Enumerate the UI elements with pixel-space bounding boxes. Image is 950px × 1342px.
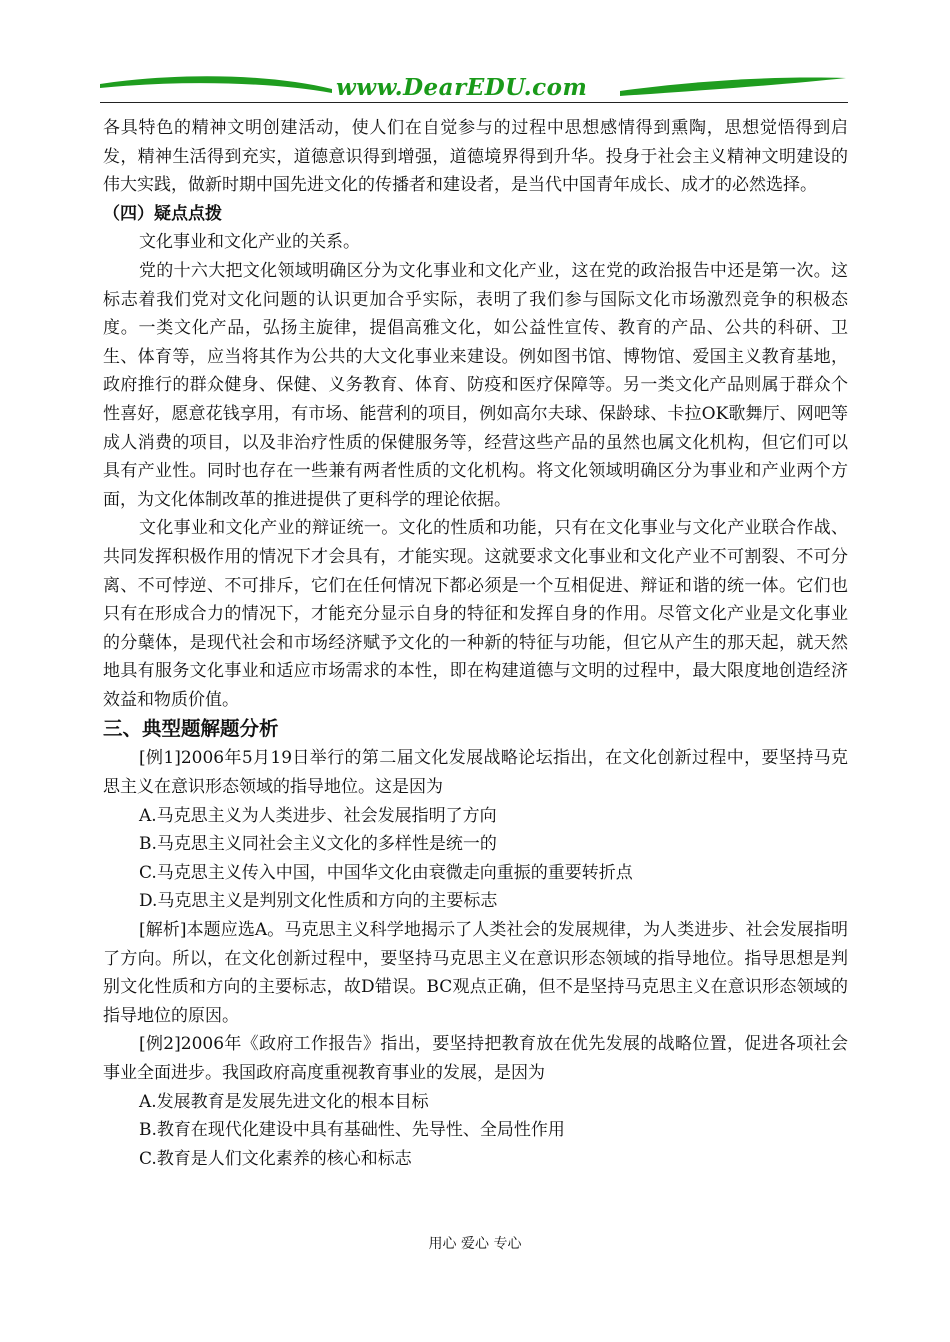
example-1-option-b: B.马克思主义同社会主义文化的多样性是统一的 xyxy=(139,834,497,855)
section-heading: 三、典型题解题分析 xyxy=(103,717,279,741)
example-2-option-c: C.教育是人们文化素养的核心和标志 xyxy=(139,1148,412,1169)
subheading-doubts: （四）疑点点拨 xyxy=(103,203,222,224)
document-body xyxy=(103,114,848,1173)
page-footer: 用心 爱心 专心 xyxy=(428,1236,522,1252)
topic-line: 文化事业和文化产业的关系。 xyxy=(139,232,360,253)
example-2-option-a: A.发展教育是发展先进文化的根本目标 xyxy=(139,1091,429,1112)
header-divider xyxy=(100,102,848,103)
paragraph-unity: 文化事业和文化产业的辩证统一。文化的性质和功能，只有在文化事业与文化产业联合作战、共同发挥积极作用的情况下才会具有，才能实现。这就要求文化事业和文化产业不可割裂、不可分离、不可悖逆、不可排斥，它们在任何情况下都必须是一个互相促进、辩证和谐的统一体。它们也只有在形成合力的情况下，才能充分显示自身的特征和发挥自身的作用。尽管文化产业是文化事业的分蘖体，是现代社会和市场经济赋予文化的一种新的特征与功能，但它从产生的那天起，就天然地具有服务文化事业和适应市场需求的本性，即在构建道德与文明的过程中，最大限度地创造经济效益和物质价值。 xyxy=(103,518,848,710)
example-1-option-c: C.马克思主义传入中国，中国华文化由衰微走向重振的重要转折点 xyxy=(139,862,633,883)
left-swoosh-shape xyxy=(100,76,332,93)
right-swoosh-shape xyxy=(620,78,846,96)
example-1-question: [例1]2006年5月19日举行的第二届文化发展战略论坛指出，在文化创新过程中，要坚持马克思主义在意识形态领域的指导地位。这是因为 xyxy=(103,748,848,798)
example-2-question: [例2]2006年《政府工作报告》指出，要坚持把教育放在优先发展的战略位置，促进各项社会事业全面进步。我国政府高度重视教育事业的发展，是因为 xyxy=(103,1034,848,1083)
page-header xyxy=(100,70,848,104)
site-logo-text[interactable]: www.DearEDU.com xyxy=(336,74,588,101)
example-1-option-d: D.马克思主义是判别文化性质和方向的主要标志 xyxy=(139,891,498,912)
paragraph-distinction: 党的十六大把文化领域明确区分为文化事业和文化产业，这在党的政治报告中还是第一次。这标志着我们党对文化问题的认识更加合乎实际，表明了我们参与国际文化市场激烈竞争的积极态度。一类文化产品，弘扬主旋律，提倡高雅文化，如公益性宣传、教育的产品、公共的科研、卫生、体育等，应当将其作为公共的大文化事业来建设。例如图书馆、博物馆、爱国主义教育基地，政府推行的群众健身、保健、义务教育、体育、防疫和医疗保障等。另一类文化产品则属于群众个性喜好，愿意花钱享用，有市场、能营利的项目，例如高尔夫球、保龄球、卡拉OK歌舞厅、网吧等成人消费的项目，以及非治疗性质的保健服务等，经营这些产品的虽然也属文化机构，但它们可以具有产业性。同时也存在一些兼有两者性质的文化机构。将文化领域明确区分为事业和产业两个方面，为文化体制改革的推进提供了更科学的理论依据。 xyxy=(103,260,848,510)
intro-paragraph: 各具特色的精神文明创建活动，使人们在自觉参与的过程中思想感情得到熏陶，思想觉悟得到启发，精神生活得到充实，道德意识得到增强，道德境界得到升华。投身于社会主义精神文明建设的伟大实践，做新时期中国先进文化的传播者和建设者，是当代中国青年成长、成才的必然选择。 xyxy=(103,118,848,196)
example-1-analysis: [解析]本题应选A。马克思主义科学地揭示了人类社会的发展规律，为人类进步、社会发展指明了方向。所以，在文化创新过程中，要坚持马克思主义在意识形态领域的指导地位。指导思想是判别文化性质和方向的主要标志，故D错误。BC观点正确，但不是坚持马克思主义在意识形态领域的指导地位的原因。 xyxy=(103,920,848,1026)
example-1-option-a: A.马克思主义为人类进步、社会发展指明了方向 xyxy=(139,805,497,826)
example-2-option-b: B.教育在现代化建设中具有基础性、先导性、全局性作用 xyxy=(139,1120,565,1141)
